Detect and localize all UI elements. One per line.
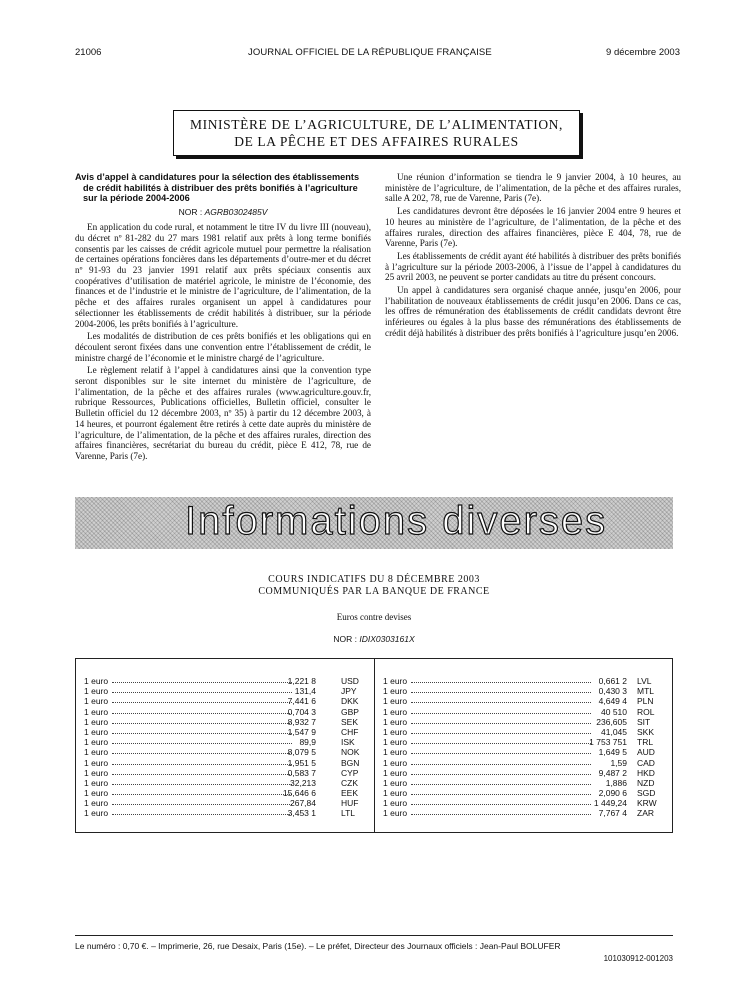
rate-value: 3,453 1 bbox=[287, 808, 316, 819]
avis-paragraph-1: En application du code rural, et notamment le titre IV du livre III (nouveau), du décret nº 81-282 du 27 mars 1981 relatif aux prêts à long terme bonifiés consentis par les caisses de crédit agricole mutuel pour permettre la réalisation de certaines opérations foncières dans les départements d’outre-mer et du décret nº 91-93 du 23 janvier 1991 relatif aux prêts spéciaux consentis aux coopératives d’utilisation de matériel agricole, le ministre de l’économie, des finances et de l’industrie et le ministre de l’agriculture, de l’alimentation, de la pêche et des affaires rurales organisent un appel à candidatures pour sélectionner les établissements de crédit habilités à distribuer, sur la période 2004-2006, les prêts bonifiés à l’agriculture. bbox=[75, 222, 371, 329]
avis-title: Avis d’appel à candidatures pour la sélection des établissements de crédit habilités à distribuer des prêts bonifiés à l’agriculture sur la période 2004-2006 bbox=[75, 172, 360, 203]
rate-value: 1,951 5 bbox=[287, 757, 316, 768]
rate-value: 0,661 2 bbox=[598, 676, 627, 686]
rate-label: 1 euro bbox=[84, 726, 109, 737]
rate-row bbox=[84, 696, 368, 706]
rate-leader-dots bbox=[411, 814, 591, 815]
rate-leader-dots bbox=[411, 774, 591, 775]
rate-leader-dots bbox=[112, 764, 292, 765]
rate-leader-dots bbox=[112, 784, 292, 785]
rate-label: 1 euro bbox=[383, 706, 408, 717]
avis-paragraph-3: Le règlement relatif à l’appel à candidatures ainsi que la convention type seront disponibles sur le site internet du ministère de l’agriculture, de l’alimentation, de la pêche et des affaires rurales (www.agriculture.gouv.fr, rubrique Ressources, Publications officielles, Bulletin officiel, consulter le Bulletin officiel du 12 décembre 2003, nº 35) à partir du 12 décembre 2003, à 14 heures, et pourront également être retirés à cette date auprès du ministère de l’agriculture, de l’alimentation, de la pêche et des affaires rurales, direction des affaires financières, secrétariat du bureau du crédit, pièce E 412, 78, rue de Varenne, Paris (7e). bbox=[75, 365, 371, 461]
footer-rule bbox=[75, 935, 673, 936]
rate-leader-dots bbox=[411, 764, 591, 765]
rate-label: 1 euro bbox=[383, 737, 408, 748]
journal-title: JOURNAL OFFICIEL DE LA RÉPUBLIQUE FRANÇAISE bbox=[248, 47, 492, 58]
rate-value: 1,886 bbox=[605, 777, 627, 788]
rate-label: 1 euro bbox=[84, 686, 109, 697]
rate-row bbox=[383, 758, 667, 768]
rate-leader-dots bbox=[112, 682, 292, 683]
rate-leader-dots bbox=[112, 804, 292, 805]
rate-value: 8,079 5 bbox=[287, 747, 316, 758]
rate-row bbox=[383, 707, 667, 717]
rate-currency: ISK bbox=[341, 737, 355, 748]
rate-row bbox=[84, 707, 368, 717]
rate-value: 267,84 bbox=[290, 798, 316, 809]
rate-leader-dots bbox=[411, 702, 591, 703]
rate-leader-dots bbox=[112, 723, 292, 724]
rate-leader-dots bbox=[112, 733, 292, 734]
rate-currency: USD bbox=[341, 676, 359, 686]
rate-leader-dots bbox=[112, 692, 292, 693]
rate-row bbox=[84, 808, 368, 818]
rate-value: 41,045 bbox=[601, 726, 627, 737]
cours-nor bbox=[0, 634, 748, 644]
rate-label: 1 euro bbox=[84, 676, 109, 686]
rate-currency: BGN bbox=[341, 757, 360, 768]
rate-currency: NZD bbox=[637, 777, 655, 788]
rate-row bbox=[383, 808, 667, 818]
rate-leader-dots bbox=[112, 753, 292, 754]
rate-label: 1 euro bbox=[383, 716, 408, 727]
section-banner bbox=[75, 497, 673, 549]
rate-label: 1 euro bbox=[383, 788, 408, 799]
rate-leader-dots bbox=[112, 814, 292, 815]
rate-value: 32,213 bbox=[290, 777, 316, 788]
rate-currency: CHF bbox=[341, 726, 359, 737]
ministry-line-1: MINISTÈRE DE L’AGRICULTURE, DE L’ALIMENTATION, bbox=[190, 117, 563, 132]
rate-leader-dots bbox=[112, 702, 292, 703]
rate-value: 1,59 bbox=[610, 757, 627, 768]
footer-imprint: Le numéro : 0,70 €. – Imprimerie, 26, rue Desaix, Paris (15e). – Le préfet, Directeur des Journaux officiels : Jean-Paul BOLUFER bbox=[75, 941, 561, 951]
rate-currency: KRW bbox=[637, 798, 657, 809]
rates-divider bbox=[374, 659, 375, 832]
rate-currency: SEK bbox=[341, 716, 359, 727]
rate-currency: GBP bbox=[341, 706, 359, 717]
rate-label: 1 euro bbox=[383, 757, 408, 768]
rate-value: 9,487 2 bbox=[598, 767, 627, 778]
avis-paragraph-5: Les candidatures devront être déposées le 16 janvier 2004 entre 9 heures et 10 heures au ministère de l’agriculture, de l’alimentation, de la pêche et des affaires rurales, direction des affaires financières, pièce E 404, 78, rue de Varenne, Paris (7e). bbox=[385, 206, 681, 249]
rate-leader-dots bbox=[411, 723, 591, 724]
rate-label: 1 euro bbox=[84, 696, 109, 707]
rate-currency: EEK bbox=[341, 788, 359, 799]
rate-label: 1 euro bbox=[84, 777, 109, 788]
rate-row bbox=[383, 778, 667, 788]
rate-leader-dots bbox=[112, 713, 292, 714]
rate-row bbox=[383, 747, 667, 757]
rate-currency: MTL bbox=[637, 686, 654, 697]
rate-label: 1 euro bbox=[383, 777, 408, 788]
rate-value: 0,583 7 bbox=[287, 767, 316, 778]
rates-column-left bbox=[84, 676, 368, 819]
rate-value: 7,441 6 bbox=[287, 696, 316, 707]
exchange-rates-table bbox=[75, 658, 673, 833]
rate-value: 1,221 8 bbox=[287, 676, 316, 686]
rate-row bbox=[383, 788, 667, 798]
rate-currency: CAD bbox=[637, 757, 655, 768]
rate-row bbox=[84, 676, 368, 686]
rate-row bbox=[84, 737, 368, 747]
cours-nor-value: IDIX0303161X bbox=[359, 634, 415, 644]
rate-label: 1 euro bbox=[84, 808, 109, 819]
issue-date: 9 décembre 2003 bbox=[606, 47, 680, 58]
rate-row bbox=[84, 788, 368, 798]
rate-row bbox=[84, 727, 368, 737]
rate-value: 1 753 751 bbox=[589, 737, 627, 748]
footer-code: 101030912-001203 bbox=[603, 954, 673, 963]
rate-label: 1 euro bbox=[84, 757, 109, 768]
rate-value: 236,605 bbox=[596, 716, 627, 727]
cours-nor-label: NOR : bbox=[333, 634, 360, 644]
rate-label: 1 euro bbox=[84, 747, 109, 758]
rate-label: 1 euro bbox=[84, 788, 109, 799]
rate-row bbox=[84, 717, 368, 727]
rate-leader-dots bbox=[411, 692, 591, 693]
rate-label: 1 euro bbox=[383, 798, 408, 809]
rate-row bbox=[383, 798, 667, 808]
rate-value: 0,430 3 bbox=[598, 686, 627, 697]
rate-leader-dots bbox=[411, 753, 591, 754]
rate-value: 89,9 bbox=[299, 737, 316, 748]
rate-leader-dots bbox=[411, 733, 591, 734]
rate-label: 1 euro bbox=[383, 726, 408, 737]
rate-currency: AUD bbox=[637, 747, 655, 758]
rate-label: 1 euro bbox=[84, 798, 109, 809]
ministry-line-2: DE LA PÊCHE ET DES AFFAIRES RURALES bbox=[234, 134, 519, 149]
avis-nor-label: NOR : bbox=[178, 206, 205, 217]
avis-paragraph-6: Les établissements de crédit ayant été habilités à distribuer des prêts bonifiés à l’agriculture sur la période 2003-2006, à l’issue de l’appel à candidatures du 25 avril 2003, ne peuvent se porter candidats au titre du présent concours. bbox=[385, 250, 681, 283]
rate-row bbox=[84, 798, 368, 808]
rate-value: 7,767 4 bbox=[598, 808, 627, 819]
rate-currency: LTL bbox=[341, 808, 356, 819]
rate-currency: LVL bbox=[637, 676, 652, 686]
rate-row bbox=[383, 727, 667, 737]
rate-row bbox=[84, 768, 368, 778]
rate-label: 1 euro bbox=[383, 767, 408, 778]
rate-currency: NOK bbox=[341, 747, 360, 758]
rate-currency: SGD bbox=[637, 788, 656, 799]
rate-value: 0,704 3 bbox=[287, 706, 316, 717]
ministry-heading bbox=[173, 110, 580, 156]
rate-leader-dots bbox=[411, 682, 591, 683]
rate-currency: SKK bbox=[637, 726, 655, 737]
avis-nor-value: AGRB0302485V bbox=[204, 206, 268, 217]
rate-currency: CYP bbox=[341, 767, 359, 778]
rate-label: 1 euro bbox=[84, 737, 109, 748]
rate-currency: PLN bbox=[637, 696, 654, 707]
rate-row bbox=[383, 737, 667, 747]
cours-title-line-1: COURS INDICATIFS DU 8 DÉCEMBRE 2003 bbox=[268, 574, 480, 585]
rate-row bbox=[383, 686, 667, 696]
rate-label: 1 euro bbox=[383, 676, 408, 686]
rate-row bbox=[383, 676, 667, 686]
rate-leader-dots bbox=[411, 713, 591, 714]
page-number: 21006 bbox=[75, 47, 102, 58]
rate-currency: ROL bbox=[637, 706, 655, 717]
rate-row bbox=[84, 747, 368, 757]
rate-currency: JPY bbox=[341, 686, 357, 697]
avis-paragraph-4: Une réunion d’information se tiendra le 9 janvier 2004, à 10 heures, au ministère de l’agriculture, de l’alimentation, de la pêche et des affaires rurales, salle A 202, 78, rue de Varenne, Paris (7e). bbox=[385, 172, 681, 204]
rate-row bbox=[383, 768, 667, 778]
rate-leader-dots bbox=[411, 794, 591, 795]
rate-value: 15,646 6 bbox=[282, 788, 316, 799]
banner-title: Informations diverses bbox=[185, 499, 608, 543]
article-column-left bbox=[75, 172, 371, 464]
rate-value: 8,932 7 bbox=[287, 716, 316, 727]
rate-value: 2,090 6 bbox=[598, 788, 627, 799]
rate-value: 1,649 5 bbox=[598, 747, 627, 758]
avis-paragraph-7: Un appel à candidatures sera organisé chaque année, jusqu’en 2006, pour l’habilitation de nouveaux établissements de crédit jusqu’en 2006. Dans ce cas, les offres de rémunération des établissements de crédit candidats devront être inférieures ou égales à la plus basse des rémunérations des établissements de crédit déjà habilités à distribuer des prêts bonifiés à l’agriculture jusqu’en 2006. bbox=[385, 285, 681, 338]
rate-leader-dots bbox=[411, 804, 591, 805]
rate-value: 4,649 4 bbox=[598, 696, 627, 707]
rate-value: 1 449,24 bbox=[593, 798, 627, 809]
rate-currency: TRL bbox=[637, 737, 654, 748]
rate-leader-dots bbox=[112, 774, 292, 775]
article-column-right bbox=[385, 172, 681, 341]
rate-row bbox=[84, 778, 368, 788]
rate-row bbox=[84, 758, 368, 768]
rate-leader-dots bbox=[411, 784, 591, 785]
rate-label: 1 euro bbox=[84, 716, 109, 727]
rate-leader-dots bbox=[112, 743, 292, 744]
rate-currency: CZK bbox=[341, 777, 358, 788]
rate-row bbox=[383, 696, 667, 706]
cours-title-line-2: COMMUNIQUÉS PAR LA BANQUE DE FRANCE bbox=[258, 586, 490, 597]
rate-currency: SIT bbox=[637, 716, 651, 727]
rate-value: 131,4 bbox=[294, 686, 316, 697]
rate-value: 40 510 bbox=[601, 706, 627, 717]
rate-leader-dots bbox=[112, 794, 292, 795]
rate-label: 1 euro bbox=[383, 696, 408, 707]
cours-subtitle: Euros contre devises bbox=[336, 612, 412, 622]
rate-leader-dots bbox=[411, 743, 591, 744]
rate-label: 1 euro bbox=[383, 808, 408, 819]
avis-nor bbox=[75, 207, 371, 218]
rates-column-right bbox=[383, 676, 667, 819]
rate-label: 1 euro bbox=[383, 747, 408, 758]
rate-currency: HKD bbox=[637, 767, 655, 778]
rate-currency: ZAR bbox=[637, 808, 654, 819]
rate-label: 1 euro bbox=[383, 686, 408, 697]
rate-currency: DKK bbox=[341, 696, 359, 707]
rate-value: 1,547 9 bbox=[287, 726, 316, 737]
avis-paragraph-2: Les modalités de distribution de ces prêts bonifiés et les obligations qui en découlent seront fixées dans une convention entre l’établissement de crédit, le ministre chargé de l’économie et le ministre chargé de l’agriculture. bbox=[75, 331, 371, 363]
rate-row bbox=[383, 717, 667, 727]
rate-currency: HUF bbox=[341, 798, 359, 809]
rate-label: 1 euro bbox=[84, 767, 109, 778]
rate-row bbox=[84, 686, 368, 696]
rate-label: 1 euro bbox=[84, 706, 109, 717]
